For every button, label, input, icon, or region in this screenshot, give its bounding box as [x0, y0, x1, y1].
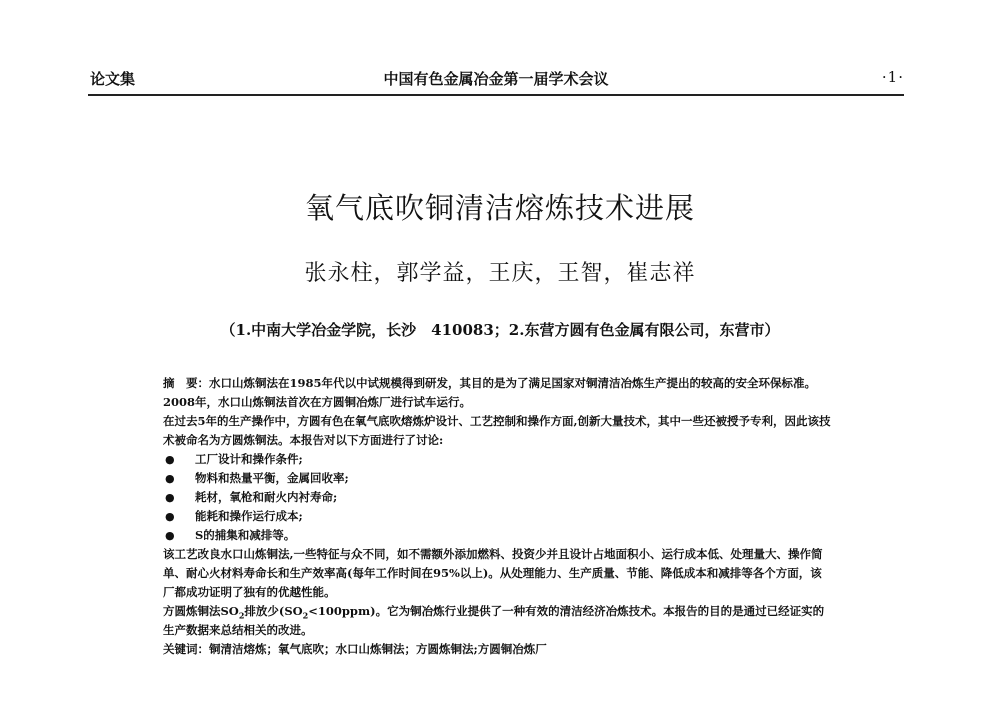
discussion-points-list	[163, 450, 833, 545]
bullet-icon: ●	[165, 491, 175, 504]
para4-part: 排放少(SO	[244, 604, 303, 618]
abstract-para-3: 该工艺改良水口山炼铜法,一些特征与众不同，如不需额外添加燃料、投资少并且设计占地面积小、运行成本低、处理量大、操作简单、耐心火材料寿命长和生产效率高(每年工作时间在95%以上)。从处理能力、生产质量、节能、降低成本和减排等各个方面，该厂都成功证明了独有的优越性能。	[163, 547, 823, 599]
para4-part: 方圆炼铜法SO	[163, 604, 239, 618]
list-item	[163, 488, 833, 507]
running-header	[88, 66, 904, 96]
abstract-para-2: 在过去5年的生产操作中，方圆有色在氧气底吹熔炼炉设计、工艺控制和操作方面,创新大量技术，其中一些还被授予专利，因此该技术被命名为方圆炼铜法。本报告对以下方面进行了讨论:	[163, 414, 831, 447]
abstract-para-1	[163, 374, 833, 412]
list-item-text: 工厂设计和操作条件;	[195, 452, 303, 466]
list-item-text: S的捕集和减排等。	[195, 528, 296, 542]
abstract-label: 摘 要：	[163, 376, 209, 390]
para4-subscript: 2	[302, 610, 309, 621]
list-item	[163, 450, 833, 469]
bullet-icon: ●	[165, 472, 175, 485]
author-list: 张永柱，郭学益，王庆，王智，崔志祥	[304, 261, 696, 286]
paper-title: 氧气底吹铜清洁熔炼技术进展	[304, 191, 695, 225]
header-conference-title: 中国有色金属冶金第一届学术会议	[383, 70, 609, 88]
keywords-label: 关键词：	[163, 642, 209, 656]
page-number: ·1·	[881, 68, 904, 86]
para4-part: <100ppm)。它为铜冶炼行业提供了一种有效的清洁经济冶炼技术。本报告的目的是通过已经证实的生产数据来总结相关的改进。	[163, 604, 825, 637]
abstract-section	[163, 374, 833, 659]
list-item	[163, 469, 833, 488]
list-item-text: 能耗和操作运行成本;	[195, 509, 303, 523]
list-item	[163, 507, 833, 526]
list-item-text: 耗材，氧枪和耐火内衬寿命;	[195, 490, 338, 504]
keywords-text: 铜清洁熔炼；氧气底吹；水口山炼铜法；方圆炼铜法;方圆铜冶炼厂	[209, 642, 547, 656]
abstract-para-4	[163, 602, 833, 640]
bullet-icon: ●	[165, 453, 175, 466]
bullet-icon: ●	[165, 529, 175, 542]
header-left-label: 论文集	[90, 70, 136, 88]
abstract-para-1-text: 水口山炼铜法在1985年代以中试规模得到研发，其目的是为了满足国家对铜清洁冶炼生产提出的较高的安全环保标准。2008年，水口山炼铜法首次在方圆铜冶炼厂进行试车运行。	[163, 376, 817, 409]
list-item	[163, 526, 833, 545]
affiliation: （1.中南大学冶金学院，长沙 410083；2.东营方圆有色金属有限公司，东营市）	[220, 321, 780, 339]
list-item-text: 物料和热量平衡，金属回收率;	[195, 471, 349, 485]
keywords-line	[163, 640, 833, 659]
bullet-icon: ●	[165, 510, 175, 523]
para4-subscript: 2	[238, 610, 245, 621]
